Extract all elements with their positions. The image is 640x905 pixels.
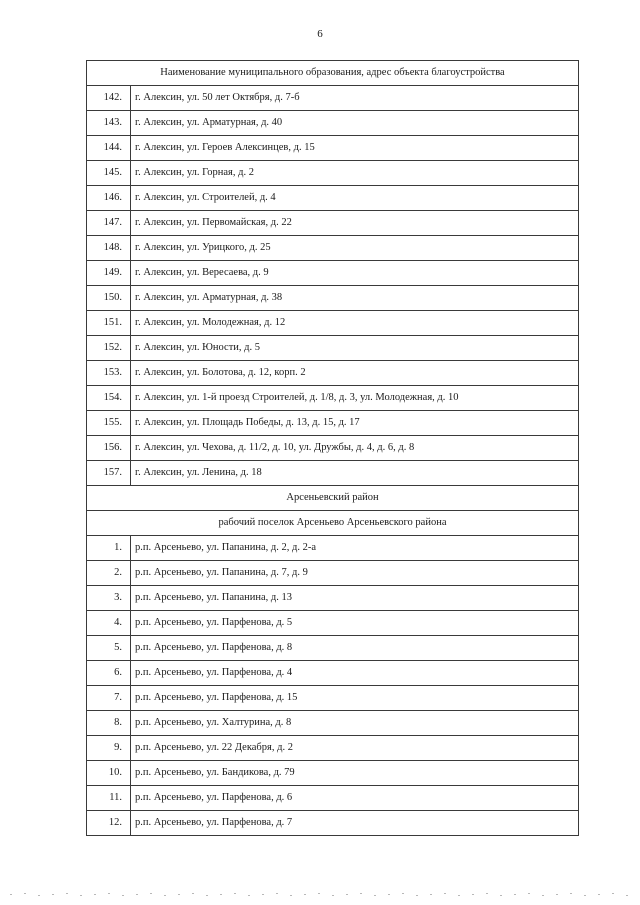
row-address: г. Алексин, ул. Болотова, д. 12, корп. 2 bbox=[131, 361, 579, 386]
row-address: р.п. Арсеньево, ул. Парфенова, д. 6 bbox=[131, 786, 579, 811]
table-row bbox=[87, 336, 579, 361]
table-row bbox=[87, 211, 579, 236]
row-address: р.п. Арсеньево, ул. Папанина, д. 2, д. 2-а bbox=[131, 536, 579, 561]
table-row bbox=[87, 811, 579, 836]
district-heading-row bbox=[87, 486, 579, 511]
row-number: 5. bbox=[87, 636, 131, 661]
row-address: г. Алексин, ул. Вересаева, д. 9 bbox=[131, 261, 579, 286]
scan-dot bbox=[262, 894, 264, 895]
row-address: г. Алексин, ул. Горная, д. 2 bbox=[131, 161, 579, 186]
scan-dot bbox=[206, 895, 208, 896]
scan-dot bbox=[108, 893, 110, 894]
scan-dot bbox=[626, 895, 628, 896]
row-address: р.п. Арсеньево, ул. Парфенова, д. 7 bbox=[131, 811, 579, 836]
table-row bbox=[87, 736, 579, 761]
scan-dot bbox=[164, 895, 166, 896]
scan-dot bbox=[24, 893, 26, 894]
scan-dot bbox=[66, 893, 68, 894]
row-number: 152. bbox=[87, 336, 131, 361]
table-row bbox=[87, 686, 579, 711]
page-number: 6 bbox=[317, 28, 323, 40]
table-row bbox=[87, 161, 579, 186]
district-heading: Арсеньевский район bbox=[87, 486, 579, 511]
row-address: г. Алексин, ул. Молодежная, д. 12 bbox=[131, 311, 579, 336]
table-row bbox=[87, 786, 579, 811]
row-number: 154. bbox=[87, 386, 131, 411]
scan-dot bbox=[10, 894, 12, 895]
row-number: 155. bbox=[87, 411, 131, 436]
row-address: р.п. Арсеньево, ул. Папанина, д. 13 bbox=[131, 586, 579, 611]
row-number: 11. bbox=[87, 786, 131, 811]
scan-dot bbox=[38, 895, 40, 896]
row-number: 142. bbox=[87, 86, 131, 111]
scan-dot bbox=[374, 895, 376, 896]
scan-dot bbox=[318, 893, 320, 894]
scan-dot bbox=[150, 893, 152, 894]
settlement-heading-row bbox=[87, 511, 579, 536]
table-header-row bbox=[87, 61, 579, 86]
row-address: г. Алексин, ул. Первомайская, д. 22 bbox=[131, 211, 579, 236]
settlement-heading: рабочий поселок Арсеньево Арсеньевского района bbox=[87, 511, 579, 536]
table-row bbox=[87, 311, 579, 336]
row-address: г. Алексин, ул. Арматурная, д. 38 bbox=[131, 286, 579, 311]
row-address: р.п. Арсеньево, ул. 22 Декабря, д. 2 bbox=[131, 736, 579, 761]
row-number: 7. bbox=[87, 686, 131, 711]
row-number: 1. bbox=[87, 536, 131, 561]
row-number: 156. bbox=[87, 436, 131, 461]
row-address: г. Алексин, ул. Урицкого, д. 25 bbox=[131, 236, 579, 261]
scan-dot bbox=[290, 895, 292, 896]
address-table bbox=[86, 60, 579, 836]
scan-dot bbox=[388, 894, 390, 895]
row-number: 153. bbox=[87, 361, 131, 386]
row-address: г. Алексин, ул. Героев Алексинцев, д. 15 bbox=[131, 136, 579, 161]
row-number: 3. bbox=[87, 586, 131, 611]
scan-dot bbox=[542, 895, 544, 896]
table-row bbox=[87, 361, 579, 386]
table-row bbox=[87, 461, 579, 486]
table-row bbox=[87, 236, 579, 261]
scan-dot bbox=[122, 895, 124, 896]
row-address: р.п. Арсеньево, ул. Парфенова, д. 5 bbox=[131, 611, 579, 636]
row-number: 146. bbox=[87, 186, 131, 211]
row-number: 150. bbox=[87, 286, 131, 311]
table-row bbox=[87, 261, 579, 286]
row-number: 148. bbox=[87, 236, 131, 261]
row-address: г. Алексин, ул. Строителей, д. 4 bbox=[131, 186, 579, 211]
scan-dot bbox=[220, 894, 222, 895]
table-row bbox=[87, 561, 579, 586]
row-address: г. Алексин, ул. Площадь Победы, д. 13, д. 15, д. 17 bbox=[131, 411, 579, 436]
scan-dot bbox=[402, 893, 404, 894]
row-number: 157. bbox=[87, 461, 131, 486]
scan-dot bbox=[472, 894, 474, 895]
row-number: 144. bbox=[87, 136, 131, 161]
scan-dot bbox=[52, 894, 54, 895]
scan-dot bbox=[234, 893, 236, 894]
scan-dot bbox=[304, 894, 306, 895]
row-address: р.п. Арсеньево, ул. Парфенова, д. 8 bbox=[131, 636, 579, 661]
row-address: р.п. Арсеньево, ул. Папанина, д. 7, д. 9 bbox=[131, 561, 579, 586]
table-row bbox=[87, 586, 579, 611]
scan-dot bbox=[276, 893, 278, 894]
scan-dot bbox=[248, 895, 250, 896]
scan-dot bbox=[486, 893, 488, 894]
table-row bbox=[87, 636, 579, 661]
scan-dot bbox=[612, 893, 614, 894]
scan-dot bbox=[80, 895, 82, 896]
scan-dot bbox=[584, 895, 586, 896]
scan-dot bbox=[346, 894, 348, 895]
row-address: г. Алексин, ул. 50 лет Октября, д. 7-б bbox=[131, 86, 579, 111]
table-row bbox=[87, 186, 579, 211]
table-row bbox=[87, 661, 579, 686]
scan-dot bbox=[430, 894, 432, 895]
row-address: г. Алексин, ул. Юности, д. 5 bbox=[131, 336, 579, 361]
table-row bbox=[87, 761, 579, 786]
row-address: р.п. Арсеньево, ул. Бандикова, д. 79 bbox=[131, 761, 579, 786]
row-address: г. Алексин, ул. Ленина, д. 18 bbox=[131, 461, 579, 486]
table-row bbox=[87, 436, 579, 461]
scan-dot bbox=[178, 894, 180, 895]
row-address: г. Алексин, ул. 1-й проезд Строителей, д. 1/8, д. 3, ул. Молодежная, д. 10 bbox=[131, 386, 579, 411]
row-number: 4. bbox=[87, 611, 131, 636]
scan-dot bbox=[598, 894, 600, 895]
row-number: 8. bbox=[87, 711, 131, 736]
scan-dot bbox=[332, 895, 334, 896]
scan-dot bbox=[528, 893, 530, 894]
row-number: 147. bbox=[87, 211, 131, 236]
table-row bbox=[87, 136, 579, 161]
scan-dot bbox=[458, 895, 460, 896]
scan-dot bbox=[360, 893, 362, 894]
row-number: 10. bbox=[87, 761, 131, 786]
table-row bbox=[87, 111, 579, 136]
scan-dot bbox=[556, 894, 558, 895]
row-address: р.п. Арсеньево, ул. Парфенова, д. 15 bbox=[131, 686, 579, 711]
scan-dot bbox=[444, 893, 446, 894]
address-table-body bbox=[87, 61, 579, 836]
row-address: г. Алексин, ул. Чехова, д. 11/2, д. 10, ул. Дружбы, д. 4, д. 6, д. 8 bbox=[131, 436, 579, 461]
row-number: 2. bbox=[87, 561, 131, 586]
row-address: р.п. Арсеньево, ул. Парфенова, д. 4 bbox=[131, 661, 579, 686]
row-address: г. Алексин, ул. Арматурная, д. 40 bbox=[131, 111, 579, 136]
table-row bbox=[87, 286, 579, 311]
row-number: 9. bbox=[87, 736, 131, 761]
scan-dot bbox=[416, 895, 418, 896]
row-number: 151. bbox=[87, 311, 131, 336]
scan-dot bbox=[514, 894, 516, 895]
scan-marks bbox=[0, 893, 640, 897]
row-number: 143. bbox=[87, 111, 131, 136]
row-number: 145. bbox=[87, 161, 131, 186]
table-row bbox=[87, 611, 579, 636]
table-row bbox=[87, 711, 579, 736]
row-number: 6. bbox=[87, 661, 131, 686]
scan-dot bbox=[192, 893, 194, 894]
scan-dot bbox=[570, 893, 572, 894]
row-number: 12. bbox=[87, 811, 131, 836]
scan-dot bbox=[94, 894, 96, 895]
table-row bbox=[87, 86, 579, 111]
table-header: Наименование муниципального образования, адрес объекта благоустройства bbox=[87, 61, 579, 86]
table-row bbox=[87, 536, 579, 561]
table-row bbox=[87, 411, 579, 436]
scan-dot bbox=[136, 894, 138, 895]
row-address: р.п. Арсеньево, ул. Халтурина, д. 8 bbox=[131, 711, 579, 736]
row-number: 149. bbox=[87, 261, 131, 286]
table-row bbox=[87, 386, 579, 411]
scan-dot bbox=[500, 895, 502, 896]
